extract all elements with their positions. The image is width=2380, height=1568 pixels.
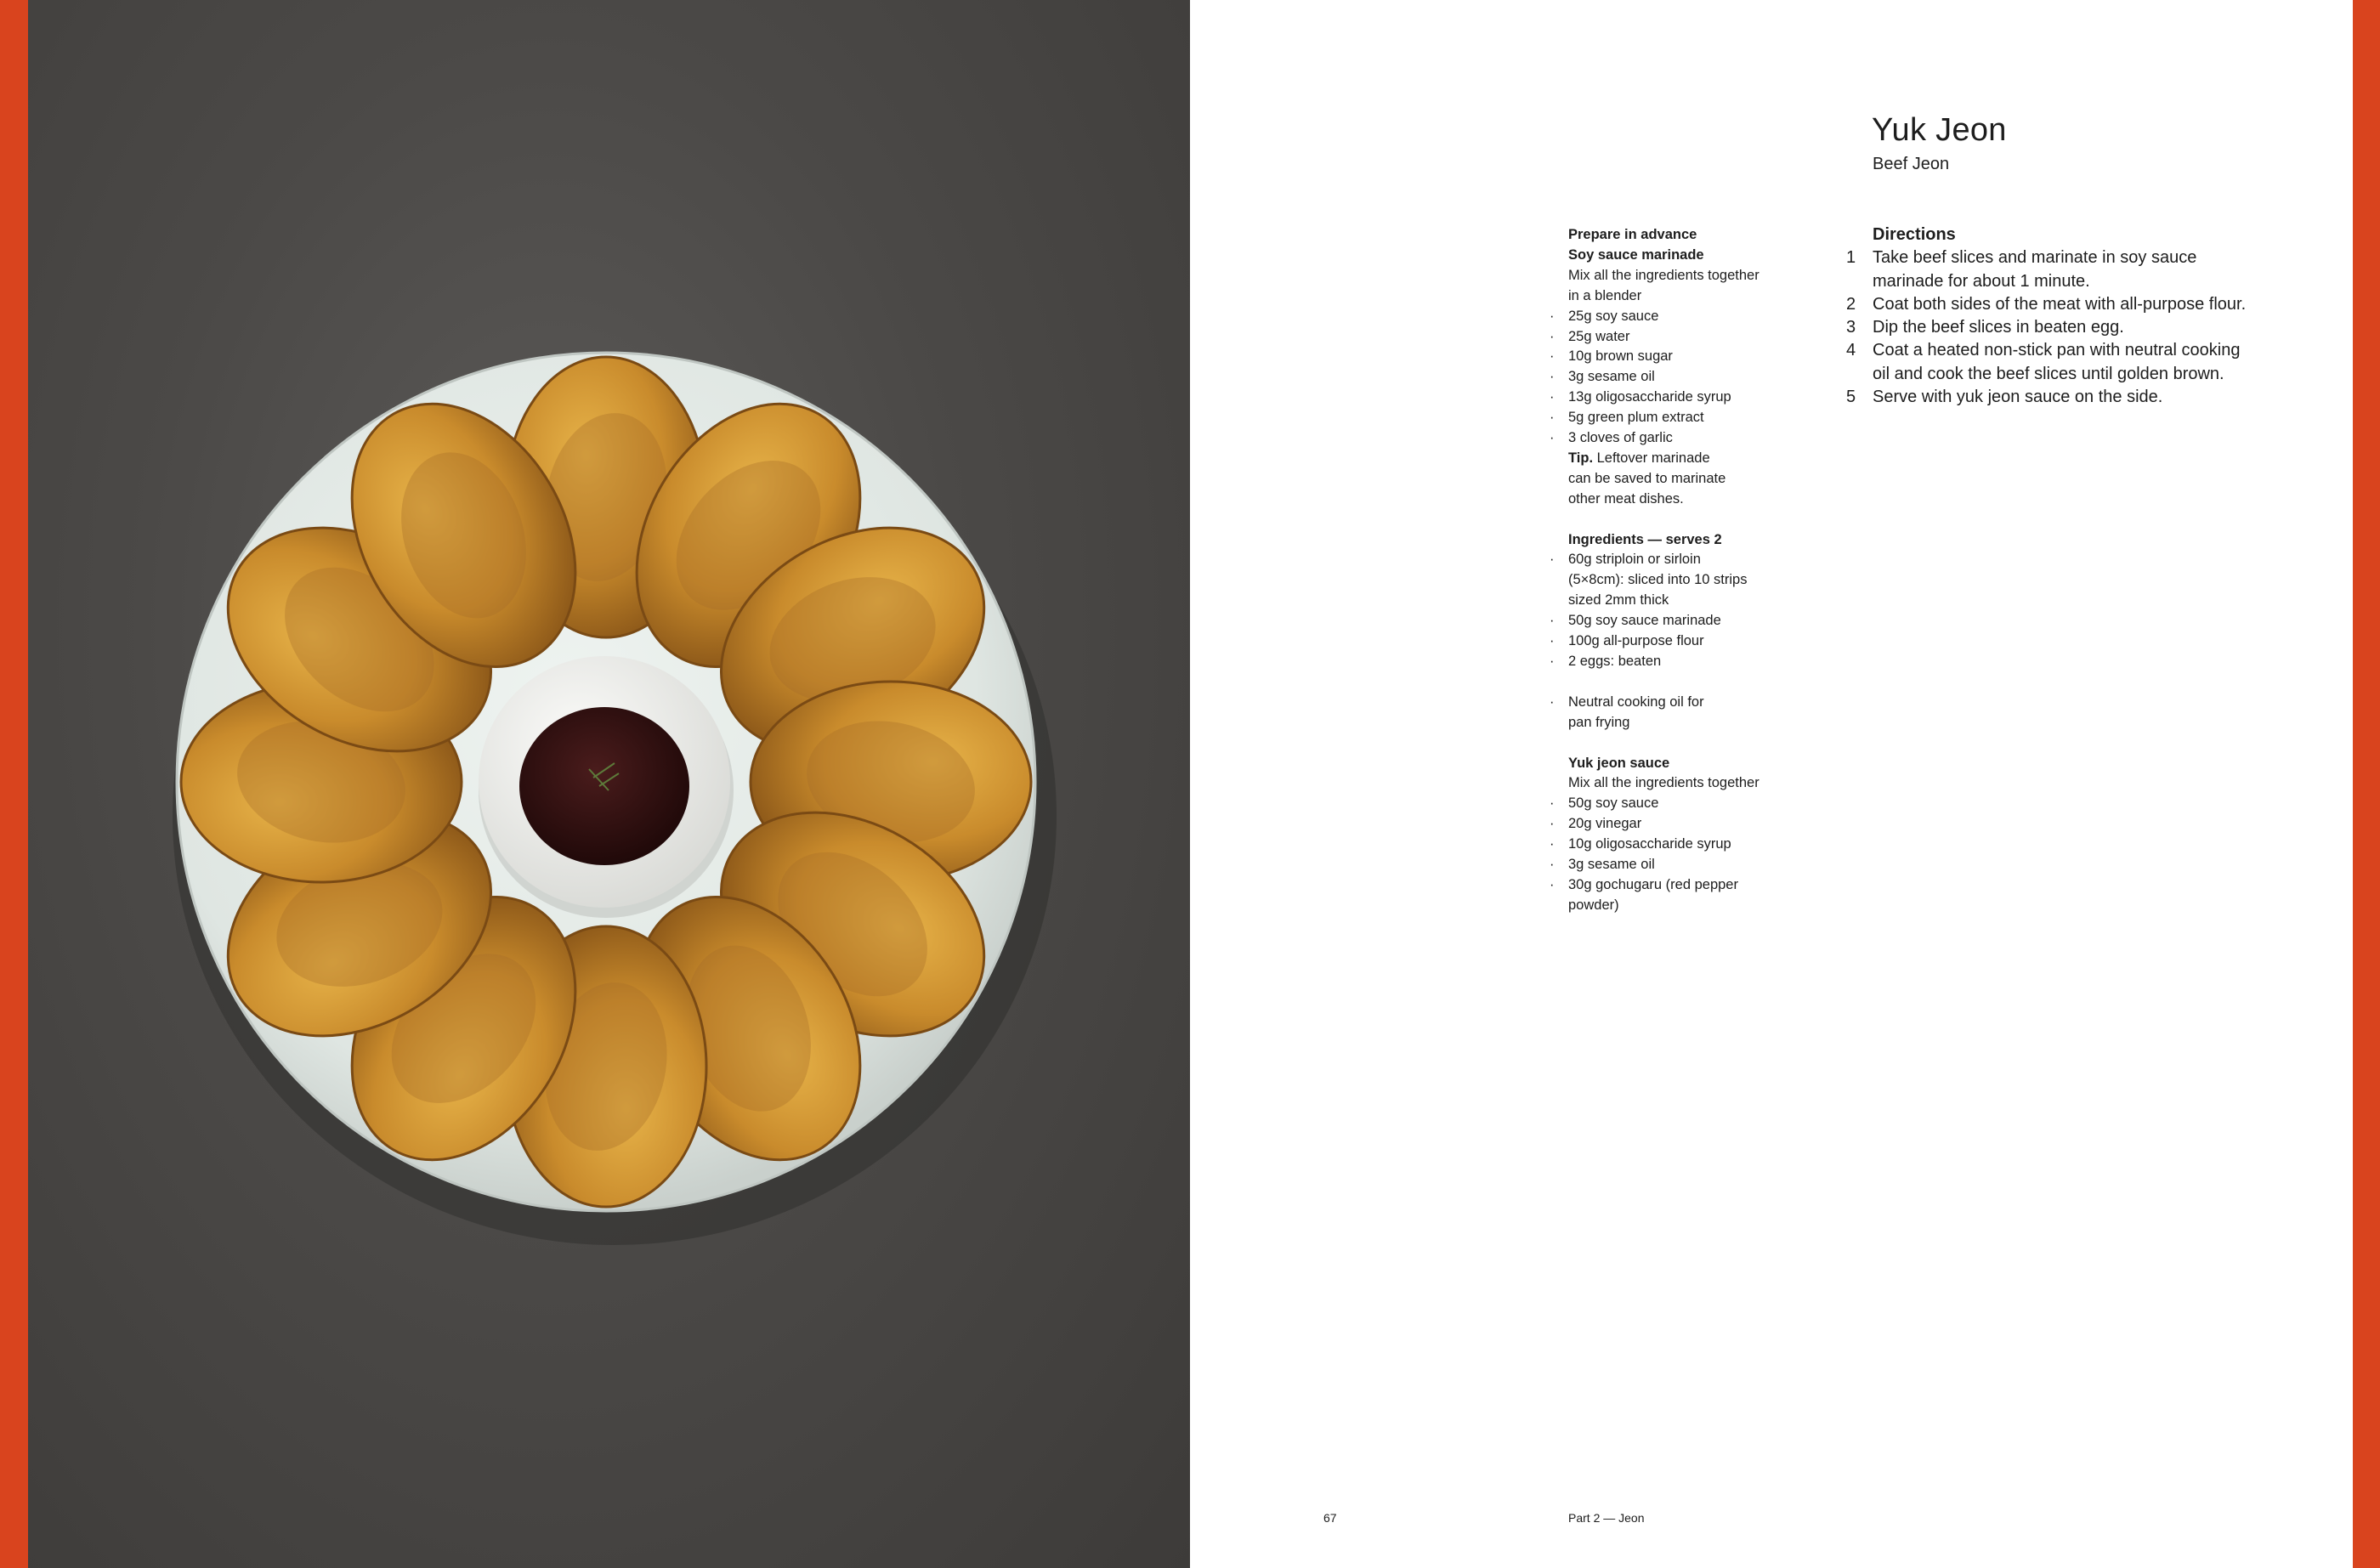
sauce-item: · 3g sesame oil — [1568, 855, 1815, 875]
sauce-item-continued: powder) — [1568, 897, 1619, 913]
step-text: marinade for about 1 minute. — [1873, 271, 2090, 291]
sauce-item: · 50g soy sauce — [1568, 794, 1815, 814]
bullet: · — [1550, 430, 1555, 446]
direction-step — [1844, 316, 2295, 339]
marinade-item: · 5g green plum extract — [1568, 408, 1815, 428]
ingredient-item: · 100g all-purpose flour — [1568, 631, 1815, 652]
ingredient-item: · 60g striploin or sirloin — [1568, 550, 1815, 570]
bullet: · — [1550, 389, 1555, 405]
marinade-item: · 13g oligosaccharide syrup — [1568, 388, 1815, 408]
beef-jeon-plate-illustration — [28, 0, 1190, 1568]
sauce-item: · 10g oligosaccharide syrup — [1568, 835, 1815, 855]
bullet: · — [1550, 816, 1555, 832]
prepare-heading: Prepare in advance — [1568, 227, 1697, 242]
direction-step — [1844, 386, 2295, 409]
directions-heading: Directions — [1873, 225, 1956, 244]
marinade-heading: Soy sauce marinade — [1568, 246, 1704, 263]
marinade-item: · 25g water — [1568, 327, 1815, 348]
step-text: Coat both sides of the meat with all-purpose flour. — [1873, 294, 2247, 314]
bullet: · — [1550, 328, 1555, 344]
bullet: · — [1550, 308, 1555, 324]
bullet: · — [1550, 654, 1555, 670]
sauce-instruction: Mix all the ingredients together — [1568, 775, 1760, 791]
marinade-instruction: Mix all the ingredients together — [1568, 267, 1760, 283]
bullet: · — [1550, 613, 1555, 629]
tip-line: other meat dishes. — [1568, 490, 1684, 507]
ingredient-item: · 2 eggs: beaten — [1568, 652, 1815, 672]
step-text: Dip the beef slices in beaten egg. — [1873, 318, 2124, 337]
page-edge-left — [0, 0, 28, 1568]
step-number: 1 — [1846, 248, 1856, 268]
tip-line: can be saved to marinate — [1568, 470, 1726, 486]
bullet: · — [1550, 348, 1555, 365]
ingredient-item-continued: (5×8cm): sliced into 10 strips — [1568, 572, 1748, 588]
ingredients-heading: Ingredients — serves 2 — [1568, 531, 1722, 547]
bullet: · — [1550, 552, 1555, 568]
sauce-heading: Yuk jeon sauce — [1568, 755, 1670, 771]
marinade-item: · 3g sesame oil — [1568, 367, 1815, 388]
marinade-instruction: in a blender — [1568, 287, 1642, 303]
bullet: · — [1550, 633, 1555, 649]
step-number: 2 — [1846, 294, 1856, 314]
ingredient-item: · Neutral cooking oil for — [1568, 693, 1815, 713]
bullet: · — [1550, 693, 1555, 710]
step-text: Coat a heated non-stick pan with neutral cooking — [1873, 341, 2241, 360]
bullet: · — [1550, 410, 1555, 426]
marinade-item: · 10g brown sugar — [1568, 347, 1815, 367]
bullet: · — [1550, 876, 1555, 892]
sauce-item: · 20g vinegar — [1568, 814, 1815, 835]
ingredient-item: · 50g soy sauce marinade — [1568, 611, 1815, 631]
tip: Tip. Leftover marinade — [1568, 450, 1710, 466]
step-number: 5 — [1846, 388, 1856, 407]
step-text: Take beef slices and marinate in soy sauce — [1873, 248, 2197, 268]
step-text: Serve with yuk jeon sauce on the side. — [1873, 388, 2163, 407]
section-footer: Part 2 — Jeon — [1568, 1511, 1645, 1525]
direction-step — [1844, 246, 2295, 293]
page-number: 67 — [1323, 1511, 1337, 1525]
bullet: · — [1550, 795, 1555, 812]
step-number: 4 — [1846, 341, 1856, 360]
page-edge-right — [2353, 0, 2380, 1568]
direction-step — [1844, 339, 2295, 386]
recipe-title: Yuk Jeon — [1872, 112, 2007, 148]
step-text: oil and cook the beef slices until golden brown. — [1873, 364, 2224, 383]
step-number: 3 — [1846, 318, 1856, 337]
marinade-item: · 3 cloves of garlic — [1568, 428, 1815, 449]
ingredients-column — [1550, 225, 1815, 916]
bullet: · — [1550, 836, 1555, 852]
sauce-item: · 30g gochugaru (red pepper — [1568, 875, 1815, 896]
recipe-subtitle: Beef Jeon — [1873, 155, 1950, 173]
directions-column — [1844, 224, 2295, 409]
bullet: · — [1550, 369, 1555, 385]
ingredient-item-continued: sized 2mm thick — [1568, 592, 1669, 609]
tip-label: Tip. — [1568, 450, 1594, 466]
ingredient-item-continued: pan frying — [1568, 714, 1630, 730]
direction-step — [1844, 293, 2295, 316]
food-photo — [28, 0, 1190, 1568]
bullet: · — [1550, 857, 1555, 873]
marinade-item: · 25g soy sauce — [1568, 307, 1815, 327]
